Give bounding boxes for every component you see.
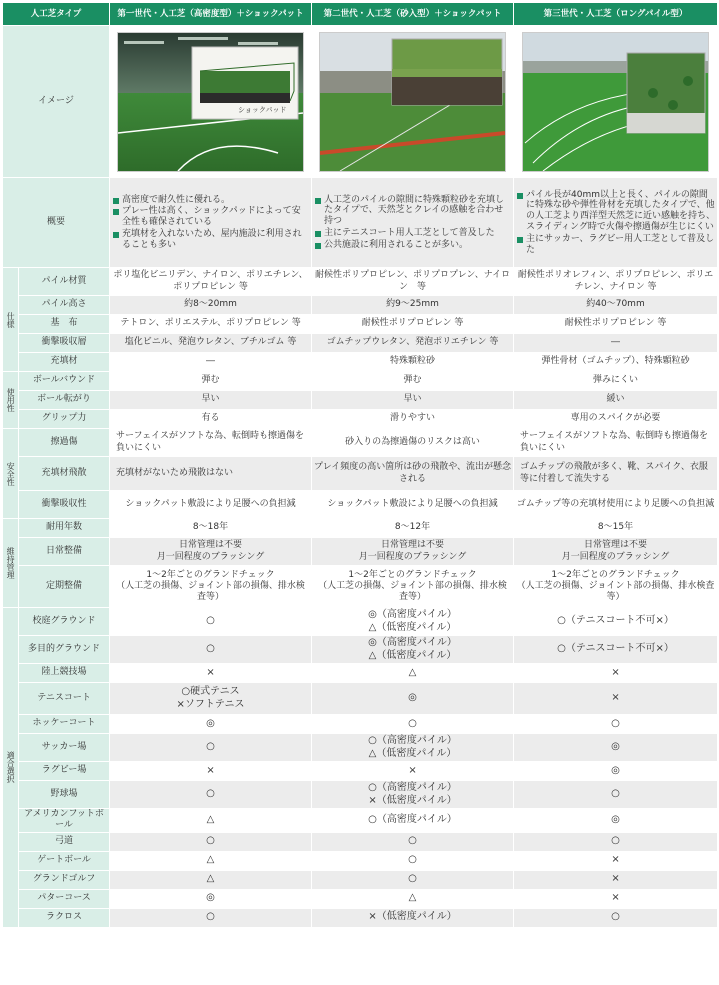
suitability-row: [3, 762, 718, 781]
gen3-value-cell: [514, 664, 718, 683]
suitability-row-label: サッカー場: [19, 734, 110, 762]
gen1-value-line: ショックパット敷設により足腰への負担減: [125, 498, 296, 509]
gen3-value-cell: [514, 429, 718, 457]
gen3-value-line: ◎: [611, 814, 620, 825]
gen2-value-cell: [312, 519, 514, 538]
gen3-value-line: 約40～70mm: [586, 299, 645, 310]
gen2-value-line: ショックパット敷設により足腰への負担減: [327, 498, 498, 509]
maintenance-category-label: [3, 519, 19, 608]
maintenance-row: [3, 519, 718, 538]
gen1-value-line: 充填材がないため飛散はない: [116, 467, 234, 478]
gen2-value-cell: [312, 391, 514, 410]
maintenance-row: [3, 566, 718, 608]
gen1-value-cell: [110, 851, 312, 870]
gen2-value-cell: [312, 315, 514, 334]
suitability-row: [3, 608, 718, 636]
gen2-value-line: 1～2年ごとのグランドチェック: [348, 569, 477, 580]
suitability-row: [3, 851, 718, 870]
gen1-value-cell: [110, 334, 312, 353]
image-row-label: イメージ: [3, 26, 110, 178]
usability-category-label: [3, 372, 19, 429]
turf-comparison-table: [2, 2, 718, 928]
gen2-value-cell: [312, 809, 514, 833]
gen3-value-line: （人工芝の損傷、ジョイント部の損傷、排水検査等）: [516, 580, 715, 603]
gen3-value-cell: [514, 538, 718, 566]
gen1-value-cell: [110, 429, 312, 457]
gen2-overview-cell: [312, 178, 514, 268]
gen3-value-line: 日常管理は不要: [584, 540, 648, 551]
gen1-value-line: サーフェイスがソフトな為、転倒時も擦過傷を負いにくい: [116, 431, 305, 453]
gen1-value-cell: [110, 410, 312, 429]
gen2-value-line: 早い: [403, 394, 422, 405]
suitability-row-label: グランドゴルフ: [19, 870, 110, 889]
suitability-row: [3, 889, 718, 908]
suitability-category-text: 適合選択: [6, 751, 16, 784]
gen1-value-cell: [110, 315, 312, 334]
gen3-value-line: ○（テニスコート不可×）: [557, 643, 674, 655]
gen3-value-cell: [514, 353, 718, 372]
suitability-row-label: 弓道: [19, 832, 110, 851]
gen1-overview-cell: [110, 178, 312, 268]
gen1-value-line: （人工芝の損傷、ジョイント部の損傷、排水検査等）: [116, 580, 305, 603]
gen2-value-line: ○: [408, 873, 417, 885]
safety-row: [3, 457, 718, 491]
suitability-row-label: パターコース: [19, 889, 110, 908]
usability-row: [3, 372, 718, 391]
gen3-value-cell: [514, 519, 718, 538]
gen3-value-cell: [514, 636, 718, 664]
gen1-value-line: ○: [206, 741, 215, 753]
gen2-value-cell: [312, 683, 514, 715]
gen1-value-cell: [110, 372, 312, 391]
gen1-value-cell: [110, 908, 312, 927]
indoor-turf-field-photo-icon: [117, 32, 304, 172]
suitability-row: [3, 781, 718, 809]
gen3-value-line: ゴムチップの飛散が多く、靴、スパイク、衣服等に付着して流失する: [520, 462, 708, 484]
suitability-row: [3, 832, 718, 851]
gen1-value-cell: [110, 715, 312, 734]
suitability-row: [3, 870, 718, 889]
gen3-value-cell: [514, 391, 718, 410]
gen1-value-cell: [110, 664, 312, 683]
safety-row: [3, 429, 718, 457]
gen1-value-line: 8～18年: [192, 522, 229, 533]
gen1-value-cell: [110, 538, 312, 566]
gen1-overview-bullet: プレー性は高く、ショックパッドによって安全性も確保されている: [112, 206, 309, 228]
gen2-value-cell: [312, 664, 514, 683]
gen2-value-line: プレイ頻度の高い箇所は砂の飛散や、流出が懸念される: [314, 462, 512, 484]
gen2-value-cell: [312, 538, 514, 566]
gen2-value-line: ×（低密度パイル）: [368, 911, 457, 923]
gen3-value-cell: [514, 762, 718, 781]
gen3-value-line: サーフェイスがソフトな為、転倒時も擦過傷を負いにくい: [520, 431, 709, 453]
header-gen1: 第一世代・人工芝（高密度型）＋ショックパット: [110, 3, 312, 26]
gen2-value-line: △: [408, 892, 417, 904]
gen2-value-line: 滑りやすい: [390, 413, 436, 424]
suitability-row-label: 陸上競技場: [19, 664, 110, 683]
gen2-value-line: 耐候性ポリプロピレン、ポリプロプレン、ナイロン 等: [314, 270, 511, 292]
gen2-value-line: △（低密度パイル）: [368, 621, 457, 633]
gen1-value-line: 月一回程度のブラッシング: [156, 551, 265, 562]
gen3-overview-cell: [514, 178, 718, 268]
gen1-value-cell: [110, 353, 312, 372]
gen3-value-line: ×: [611, 892, 620, 904]
spec-category-text: 仕様: [6, 311, 16, 328]
header-row: [3, 3, 718, 26]
gen2-value-line: （人工芝の損傷、ジョイント部の損傷、排水検査等）: [318, 580, 507, 603]
gen2-value-line: 耐候性ポリプロピレン 等: [361, 318, 464, 329]
gen1-value-cell: [110, 683, 312, 715]
gen1-value-line: 日常管理は不要: [179, 540, 243, 551]
gen3-value-line: ×: [611, 873, 620, 885]
overview-row: [3, 178, 718, 268]
suitability-row-label: 多目的グラウンド: [19, 636, 110, 664]
gen2-value-cell: [312, 566, 514, 608]
gen3-value-line: 8～15年: [597, 522, 634, 533]
maintenance-row-label: 耐用年数: [19, 519, 110, 538]
gen3-image-cell: [514, 26, 718, 178]
usability-row-label: グリップ力: [19, 410, 110, 429]
gen2-value-line: ○: [408, 717, 417, 729]
spec-row: [3, 334, 718, 353]
suitability-row: [3, 715, 718, 734]
gen3-value-line: ―: [611, 337, 621, 348]
gen2-overview-list: [314, 195, 511, 251]
gen1-value-line: △: [206, 854, 215, 866]
gen1-value-cell: [110, 889, 312, 908]
gen2-value-line: ○（高密度パイル）: [368, 782, 457, 793]
gen2-value-cell: [312, 715, 514, 734]
gen1-value-line: ○: [206, 643, 215, 655]
gen3-value-line: ×: [611, 692, 620, 704]
gen3-value-line: 耐候性ポリプロピレン 等: [564, 318, 667, 329]
gen1-value-line: 塩化ビニル、発泡ウレタン、ブチルゴム 等: [124, 337, 297, 348]
gen3-value-cell: [514, 457, 718, 491]
gen1-image-cell: [110, 26, 312, 178]
maintenance-category-text: 維持管理: [6, 547, 16, 579]
suitability-row-label: 野球場: [19, 781, 110, 809]
header-gen2: 第二世代・人工芝（砂入型）＋ショックパット: [312, 3, 514, 26]
gen3-value-cell: [514, 608, 718, 636]
gen1-value-cell: [110, 781, 312, 809]
gen1-value-cell: [110, 762, 312, 781]
gen2-value-cell: [312, 608, 514, 636]
gen1-value-line: △: [206, 873, 215, 885]
suitability-row: [3, 734, 718, 762]
suitability-row: [3, 664, 718, 683]
gen1-value-line: ◎: [206, 717, 215, 729]
gen1-value-cell: [110, 734, 312, 762]
suitability-row-label: アメリカンフットボール: [19, 809, 110, 833]
usability-row: [3, 410, 718, 429]
gen3-value-line: ○（テニスコート不可×）: [557, 615, 674, 627]
gen2-value-cell: [312, 908, 514, 927]
gen3-value-cell: [514, 851, 718, 870]
gen3-value-line: ◎: [611, 764, 620, 776]
gen2-value-cell: [312, 429, 514, 457]
usability-category-text: 使用性: [6, 388, 16, 412]
gen3-value-cell: [514, 809, 718, 833]
long-pile-turf-photo-icon: [522, 32, 709, 172]
gen2-value-line: ◎（高密度パイル）: [368, 609, 457, 620]
gen3-value-line: ×: [611, 854, 620, 866]
gen2-value-cell: [312, 491, 514, 519]
maintenance-row: [3, 538, 718, 566]
suitability-row: [3, 809, 718, 833]
spec-row-label: 衝撃吸収層: [19, 334, 110, 353]
spec-row: [3, 315, 718, 334]
gen1-value-cell: [110, 519, 312, 538]
gen2-value-cell: [312, 781, 514, 809]
gen3-value-cell: [514, 781, 718, 809]
gen3-value-cell: [514, 372, 718, 391]
gen1-value-cell: [110, 491, 312, 519]
gen3-value-cell: [514, 889, 718, 908]
gen1-value-cell: [110, 608, 312, 636]
gen2-value-line: ○（高密度パイル）: [368, 735, 457, 746]
gen2-value-line: △（低密度パイル）: [368, 747, 457, 759]
safety-category-text: 安全性: [6, 461, 16, 486]
gen1-value-line: ◎: [206, 892, 215, 904]
suitability-row-label: ホッケーコート: [19, 715, 110, 734]
gen3-value-cell: [514, 832, 718, 851]
gen2-value-line: ×: [408, 764, 417, 776]
gen2-overview-bullet: 人工芝のパイルの隙間に特殊顆粒砂を充填したタイプで、天然芝とクレイの感触を合わせ持つ: [314, 195, 511, 227]
gen1-value-cell: [110, 268, 312, 296]
gen1-value-line: 1～2年ごとのグランドチェック: [146, 569, 275, 580]
gen3-value-line: 専用のスパイクが必要: [570, 413, 661, 424]
gen1-value-line: ポリ塩化ビニリデン、ナイロン、ポリエチレン、ポリプロピレン 等: [113, 270, 308, 292]
gen3-value-line: ○: [611, 788, 620, 800]
gen2-value-line: 月一回程度のブラッシング: [358, 551, 467, 562]
spec-row: [3, 268, 718, 296]
gen1-value-line: ○: [206, 911, 215, 923]
safety-row: [3, 491, 718, 519]
image-row: [3, 26, 718, 178]
gen2-value-line: ○: [408, 854, 417, 866]
gen2-value-line: ◎: [408, 692, 417, 704]
gen2-overview-bullet: 主にテニスコート用人工芝として普及した: [314, 228, 511, 239]
gen2-value-cell: [312, 296, 514, 315]
gen2-value-cell: [312, 734, 514, 762]
suitability-row-label: ラグビー場: [19, 762, 110, 781]
gen1-value-line: ×: [206, 764, 215, 776]
gen2-value-line: 弾む: [403, 375, 422, 386]
safety-row-label: 充填材飛散: [19, 457, 110, 491]
gen2-value-line: 特殊顆粒砂: [390, 356, 436, 367]
spec-row-label: 基 布: [19, 315, 110, 334]
suitability-row-label: ゲートボール: [19, 851, 110, 870]
gen1-value-cell: [110, 809, 312, 833]
gen2-value-cell: [312, 372, 514, 391]
gen2-value-cell: [312, 889, 514, 908]
gen1-overview-list: [112, 195, 309, 251]
gen2-image-cell: [312, 26, 514, 178]
suitability-row: [3, 908, 718, 927]
gen1-value-line: ×: [206, 666, 215, 678]
suitability-row-label: ラクロス: [19, 908, 110, 927]
spec-row-label: パイル高さ: [19, 296, 110, 315]
gen3-value-cell: [514, 734, 718, 762]
gen3-value-line: ○: [611, 835, 620, 847]
gen2-value-line: ○（高密度パイル）: [368, 814, 457, 825]
shock-pad-caption: ショックパッド: [238, 105, 287, 114]
spec-row: [3, 353, 718, 372]
gen1-overview-bullet: 充填材を入れないため、屋内施設に利用されることも多い: [112, 229, 309, 251]
maintenance-row-label: 日常整備: [19, 538, 110, 566]
gen1-value-line: ○: [206, 788, 215, 800]
gen2-value-cell: [312, 636, 514, 664]
gen3-value-line: 月一回程度のブラッシング: [561, 551, 670, 562]
gen2-value-cell: [312, 457, 514, 491]
gen3-value-cell: [514, 908, 718, 927]
gen1-value-cell: [110, 457, 312, 491]
gen3-value-line: 耐候性ポリオレフィン、ポリプロピレン、ポリエチレン、ナイロン 等: [517, 270, 714, 292]
spec-row-label: パイル材質: [19, 268, 110, 296]
gen1-value-line: 約8～20mm: [184, 299, 237, 310]
gen3-value-line: ×: [611, 666, 620, 678]
gen2-value-line: △: [408, 666, 417, 678]
gen3-overview-list: [516, 190, 715, 256]
gen3-overview-bullet: 主にサッカー、ラグビー用人工芝として普及した: [516, 234, 715, 256]
safety-row-label: 擦過傷: [19, 429, 110, 457]
gen3-value-cell: [514, 491, 718, 519]
gen2-value-line: 日常管理は不要: [381, 540, 445, 551]
header-type-label: 人工芝タイプ: [3, 3, 110, 26]
gen2-value-line: ゴムチップウレタン、発泡ポリエチレン 等: [326, 337, 499, 348]
gen1-value-cell: [110, 566, 312, 608]
gen3-value-cell: [514, 410, 718, 429]
gen2-value-cell: [312, 851, 514, 870]
gen3-value-cell: [514, 683, 718, 715]
gen2-value-cell: [312, 870, 514, 889]
suitability-row: [3, 683, 718, 715]
gen2-value-line: △（低密度パイル）: [368, 649, 457, 661]
gen3-value-line: ○: [611, 717, 620, 729]
gen3-value-cell: [514, 566, 718, 608]
suitability-row: [3, 636, 718, 664]
usability-row: [3, 391, 718, 410]
gen3-value-cell: [514, 334, 718, 353]
gen3-value-line: 弾みにくい: [593, 375, 639, 386]
spec-category-label: [3, 268, 19, 372]
gen1-value-line: 弾む: [201, 375, 220, 386]
gen1-value-cell: [110, 391, 312, 410]
gen1-value-line: ○: [206, 615, 215, 627]
gen2-value-line: ×（低密度パイル）: [368, 794, 457, 806]
gen2-value-line: 8～12年: [394, 522, 431, 533]
maintenance-row-label: 定期整備: [19, 566, 110, 608]
gen2-value-line: 約9～25mm: [386, 299, 439, 310]
header-gen3: 第三世代・人工芝（ロングパイル型）: [514, 3, 718, 26]
suitability-row-label: 校庭グラウンド: [19, 608, 110, 636]
spec-row: [3, 296, 718, 315]
gen3-overview-bullet: パイル長が40mm以上と長く、パイルの隙間に特殊な砂や弾性骨材を充填したタイプで、他の人工芝より西洋型天然芝に近い感触を持ち、スライディング時で火傷や擦過傷が生じにくい: [516, 190, 715, 233]
suitability-row-label: テニスコート: [19, 683, 110, 715]
gen1-value-line: ×ソフトテニス: [176, 698, 245, 710]
spec-row-label: 充填材: [19, 353, 110, 372]
safety-row-label: 衝撃吸収性: [19, 491, 110, 519]
gen3-value-cell: [514, 268, 718, 296]
gen2-value-cell: [312, 268, 514, 296]
gen1-value-cell: [110, 636, 312, 664]
gen2-value-line: ○: [408, 835, 417, 847]
gen2-value-line: 砂入りの為擦過傷のリスクは高い: [345, 436, 480, 447]
gen1-value-line: 有る: [201, 413, 220, 424]
gen2-overview-bullet: 公共施設に利用されることが多い。: [314, 240, 511, 251]
sand-filled-turf-photo-icon: [319, 32, 506, 172]
gen1-value-line: 早い: [201, 394, 220, 405]
overview-label: 概要: [3, 178, 110, 268]
gen2-value-cell: [312, 762, 514, 781]
gen2-value-line: ◎（高密度パイル）: [368, 637, 457, 648]
gen3-value-line: ゴムチップ等の充填材使用により足腰への負担減: [516, 498, 715, 509]
safety-category-label: [3, 429, 19, 519]
gen3-value-cell: [514, 870, 718, 889]
gen2-value-cell: [312, 832, 514, 851]
gen1-value-cell: [110, 832, 312, 851]
gen1-value-line: ―: [206, 356, 216, 367]
gen3-value-line: ○: [611, 911, 620, 923]
gen3-value-cell: [514, 715, 718, 734]
gen3-value-cell: [514, 296, 718, 315]
gen3-value-line: ◎: [611, 741, 620, 753]
gen2-value-cell: [312, 353, 514, 372]
gen3-value-line: 緩い: [606, 394, 625, 405]
gen1-overview-bullet: 高密度で耐久性に優れる。: [112, 195, 309, 206]
gen3-value-cell: [514, 315, 718, 334]
gen1-value-cell: [110, 870, 312, 889]
gen2-value-cell: [312, 334, 514, 353]
gen3-value-line: 弾性骨材（ゴムチップ）、特殊顆粒砂: [541, 356, 690, 367]
gen3-value-line: 1～2年ごとのグランドチェック: [551, 569, 680, 580]
gen1-value-line: ○硬式テニス: [181, 686, 240, 697]
gen2-value-cell: [312, 410, 514, 429]
gen1-value-line: テトロン、ポリエステル、ポリプロピレン 等: [120, 318, 301, 329]
gen1-value-cell: [110, 296, 312, 315]
gen1-value-line: ○: [206, 835, 215, 847]
usability-row-label: ボール転がり: [19, 391, 110, 410]
suitability-category-label: [3, 608, 19, 928]
gen1-value-line: △: [206, 814, 215, 825]
usability-row-label: ボールバウンド: [19, 372, 110, 391]
